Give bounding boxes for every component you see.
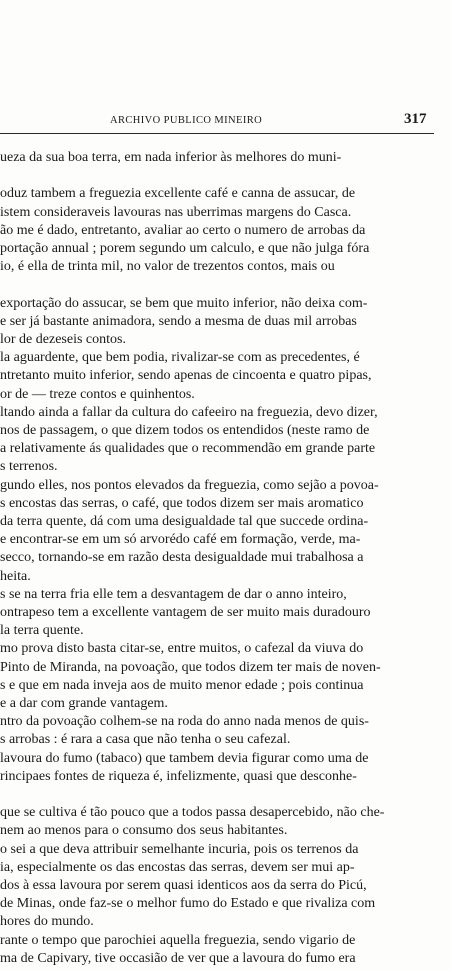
text-line: ma de Capivary, tive occasião de ver que a lavoura do fumo era xyxy=(0,950,356,966)
text-line: s terrenos. xyxy=(0,459,58,475)
text-line: s e que em nada inveja aos de muito menor edade ; pois continua xyxy=(0,677,364,693)
text-line: ltando ainda a fallar da cultura do cafeeiro na freguezia, devo dizer, xyxy=(0,404,378,420)
text-line: la aguardente, que bem podia, rivalizar-se com as precedentes, é xyxy=(0,350,360,366)
text-line: portação annual ; porem segundo um calculo, e que não julga fóra xyxy=(0,241,370,256)
text-line: lavoura do fumo (tabaco) que tambem devia figurar como uma de xyxy=(0,750,369,766)
text-line: or de — treze contos e quinhentos. xyxy=(0,386,195,402)
text-line: ntretanto muito inferior, sendo apenas de cincoenta e quatro pipas, xyxy=(0,368,372,384)
text-line: da terra quente, dá com uma desigualdade tal que succede ordina- xyxy=(0,514,369,529)
text-line: hores do mundo. xyxy=(0,914,94,930)
text-line: de Minas, onde faz-se o melhor fumo do Estado e que rivaliza com xyxy=(0,896,376,912)
text-line: exportação do assucar, se bem que muito inferior, não deixa com- xyxy=(0,295,368,311)
text-line: s se na terra fria elle tem a desvantagem de dar o anno inteiro, xyxy=(0,586,347,602)
text-line: e encontrar-se em um só arvorédo café em formação, verde, ma- xyxy=(0,532,361,548)
text-line: nos de passagem, o que dizem todos os entendidos (neste ramo de xyxy=(0,423,370,438)
text-line: secco, tornando-se em razão desta desigualdade mui trabalhosa a xyxy=(0,550,364,566)
text-line: ia, especialmente os das encostas das serras, devem ser mui ap- xyxy=(0,859,355,875)
text-line: lor de dezeseis contos. xyxy=(0,332,126,347)
running-header xyxy=(0,113,451,133)
text-line: gundo elles, nos pontos elevados da freguezia, como sejão a povoa- xyxy=(0,477,379,493)
text-line: io, é ella de trinta mil, no valor de trezentos contos, mais ou xyxy=(0,259,335,275)
text-line: nem ao menos para o consumo dos seus habitantes. xyxy=(0,823,288,839)
text-line: a relativamente ás qualidades que o recommendão em grande parte xyxy=(0,441,376,457)
text-line: rincipaes fontes de riqueza é, infelizmente, quasi que desconhe- xyxy=(0,768,357,784)
text-line: que se cultiva é tão pouco que a todos passa desapercebido, não che- xyxy=(0,805,385,821)
text-line: e a dar com grande vantagem. xyxy=(0,696,168,711)
text-line: dos à essa lavoura por serem quasi identicos aos da serra do Picú, xyxy=(0,878,367,893)
text-line: heita. xyxy=(0,568,31,584)
text-line: ão me é dado, entretanto, avaliar ao certo o numero de arrobas da xyxy=(0,222,366,238)
text-line: istem consideraveis lavouras nas uberrimas margens do Casca. xyxy=(0,204,352,220)
text-line: Pinto de Miranda, na povoação, que todos dizem ter mais de noven- xyxy=(0,659,381,675)
text-line: ontrapeso tem a excellente vantagem de ser muito mais duradouro xyxy=(0,605,371,620)
text-line: mo prova disto basta citar-se, entre muitos, o cafezal da viuva do xyxy=(0,641,364,657)
text-line: rante o tempo que parochiei aquella freguezia, sendo vigario de xyxy=(0,932,356,948)
text-line: s encostas das serras, o café, que todos dizem ser mais aromatico xyxy=(0,495,364,511)
header-rule xyxy=(0,133,434,134)
journal-title: ARCHIVO PUBLICO MINEIRO xyxy=(110,115,263,126)
page-number: 317 xyxy=(404,111,427,127)
text-line: e ser já bastante animadora, sendo a mesma de duas mil arrobas xyxy=(0,313,357,329)
text-line: oduz tambem a freguezia excellente café e canna de assucar, de xyxy=(0,186,356,202)
text-line: la terra quente. xyxy=(0,623,84,639)
text-line: ueza da sua boa terra, em nada inferior às melhores do muni- xyxy=(0,150,342,165)
text-line: o sei a que deva attribuir semelhante incuria, pois os terrenos da xyxy=(0,841,359,857)
text-line: s arrobas : é rara a casa que não tenha o seu cafezal. xyxy=(0,732,291,748)
text-line: ntro da povoação colhem-se na roda do anno nada menos de quis- xyxy=(0,714,369,730)
